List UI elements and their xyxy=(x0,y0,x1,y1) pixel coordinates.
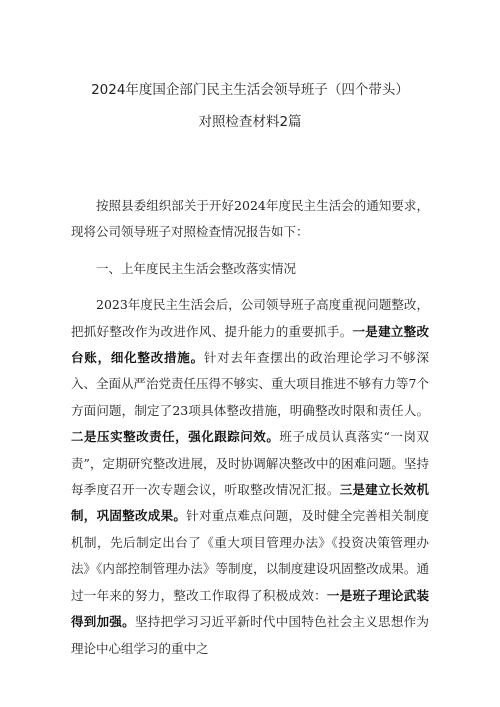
title-line-2: 对照检查材料2篇 xyxy=(198,114,302,130)
section-heading-1: 一、上年度民主生活会整改落实情况 xyxy=(96,260,297,276)
document-body xyxy=(71,193,429,662)
body-paragraph-1 xyxy=(71,292,429,662)
intro-paragraph: 按照县委组织部关于开好2024年度民主生活会的通知要求，现将公司领导班子对照检查情况报告如下： xyxy=(71,198,429,240)
document-title xyxy=(0,74,500,138)
paragraph-text: 班子成员认真落实“一岗双责”，定期研究整改进展，及时协调解决整改中的困难问题。坚持每季度召开一次专题会议，听取整改情况汇报。 xyxy=(71,429,429,498)
bold-point-1: 一是建立整改台账，细化整改措施。 xyxy=(71,323,429,366)
paragraph-text: 坚持把学习习近平新时代中国特色社会主义思想作为理论中心组学习的重中之 xyxy=(71,614,429,656)
paragraph-text: 2023年度民主生活会后，公司领导班子高度重视问题整改，把抓好整改作为改进作风、提升能力的重要抓手。 xyxy=(71,297,429,339)
bold-point-2: 二是压实整改责任，强化跟踪问效。 xyxy=(71,429,280,445)
title-line-1: 2024年度国企部门民主生活会领导班子（四个带头） xyxy=(91,82,409,98)
paragraph-text: 针对重点难点问题，及时健全完善相关制度机制，先后制定出台了《重大项目管理办法》《投资决策管理办法》《内部控制管理办法》等制度，以制度建设巩固整改成果。通过一年来的努力，整改工作取得了积极成效： xyxy=(71,508,429,603)
bold-point-3: 三是建立长效机制，巩固整改成果。 xyxy=(71,482,429,524)
bold-point-4: 一是班子理论武装得到加强。 xyxy=(71,587,429,630)
paragraph-text: 针对去年查摆出的政治理论学习不够深入、全面从严治党责任压得不够实、重大项目推进不够有力等7个方面问题，制定了23项具体整改措施，明确整改时限和责任人。 xyxy=(71,350,429,418)
